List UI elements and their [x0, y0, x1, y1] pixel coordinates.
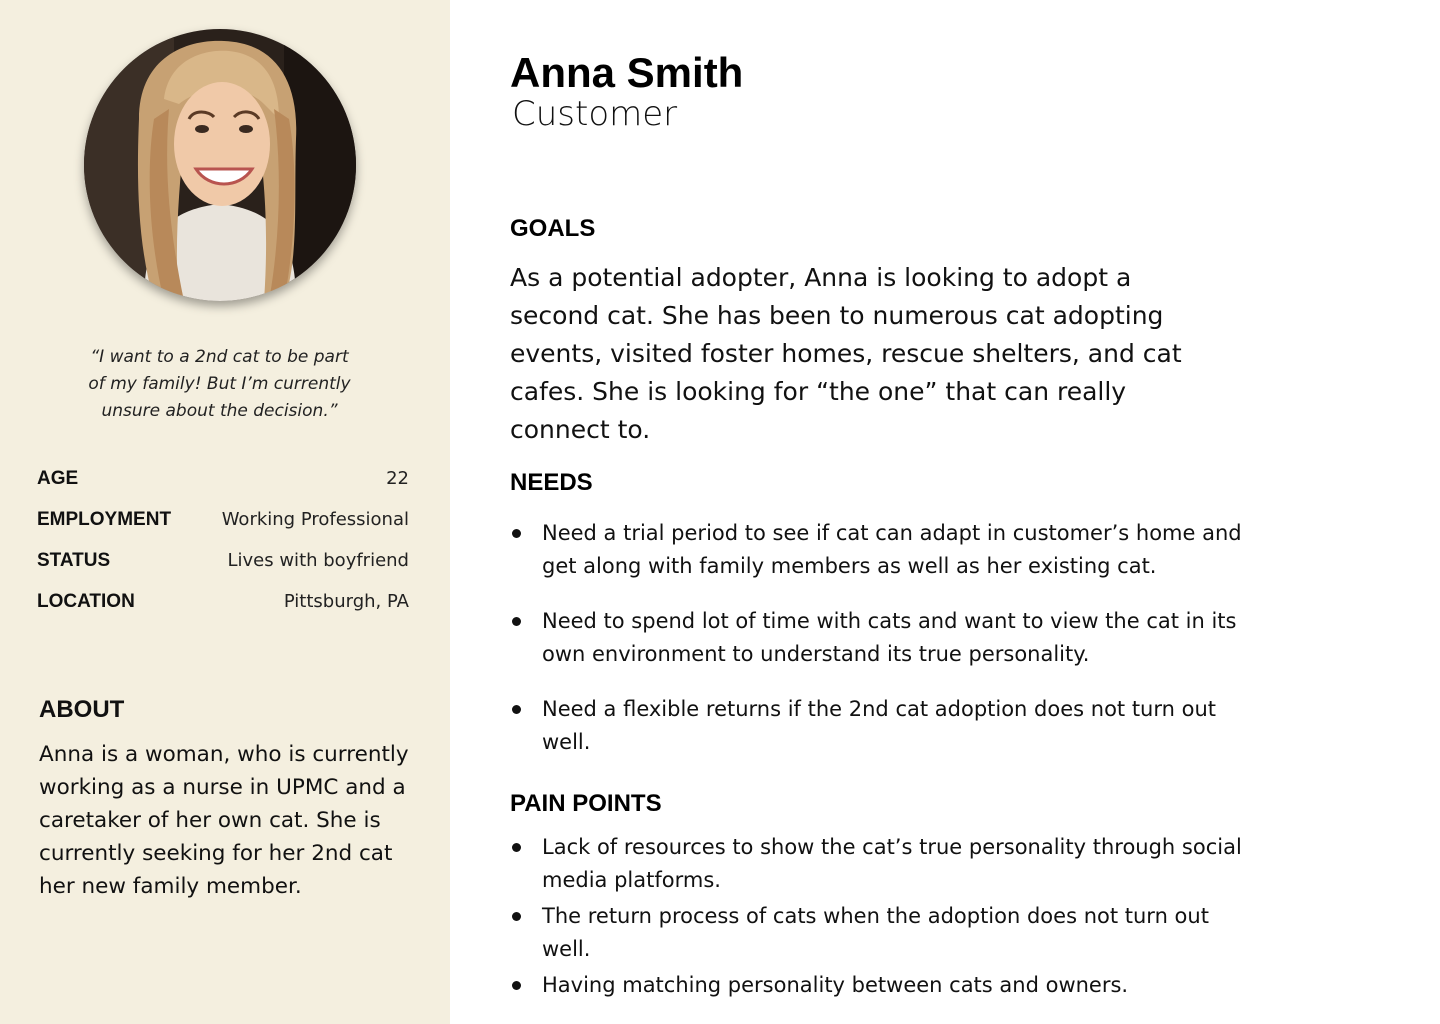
about-heading: ABOUT: [39, 696, 125, 723]
bullet-icon: [512, 617, 521, 626]
list-item: [510, 517, 1245, 583]
pain-points-heading: PAIN POINTS: [510, 790, 662, 817]
avatar-portrait-image: [84, 29, 356, 301]
list-item-text: Need a flexible returns if the 2nd cat adoption does not turn out well.: [542, 697, 1217, 754]
persona-name: Anna Smith: [510, 49, 744, 96]
fact-row-age: [37, 468, 409, 509]
fact-value: Lives with boyfriend: [227, 550, 409, 571]
needs-list: [510, 517, 1245, 781]
about-text: Anna is a woman, who is currently working as a nurse in UPMC and a caretaker of her own cat. She is currently seeking for her 2nd cat her new family member.: [39, 742, 409, 899]
needs-heading: NEEDS: [510, 469, 593, 496]
fact-label: STATUS: [37, 550, 111, 571]
bullet-icon: [512, 981, 521, 990]
persona-facts: [37, 468, 409, 632]
avatar: [84, 29, 356, 301]
bullet-icon: [512, 705, 521, 714]
list-item-text: The return process of cats when the adoption does not turn out well.: [542, 904, 1209, 961]
list-item-text: Lack of resources to show the cat’s true personality through social media platforms.: [542, 835, 1242, 892]
list-item: [510, 693, 1245, 759]
fact-value: 22: [386, 468, 409, 489]
bullet-icon: [512, 912, 521, 921]
fact-row-location: [37, 591, 409, 632]
fact-label: EMPLOYMENT: [37, 509, 172, 530]
goals-heading: GOALS: [510, 215, 596, 242]
list-item-text: Need to spend lot of time with cats and want to view the cat in its own environment to understand its true personality.: [542, 609, 1237, 666]
fact-row-employment: [37, 509, 409, 550]
list-item: [510, 969, 1245, 1002]
list-item: [510, 605, 1245, 671]
list-item: [510, 900, 1245, 966]
bullet-icon: [512, 843, 521, 852]
goals-text: As a potential adopter, Anna is looking to adopt a second cat. She has been to numerous cat adopting events, visited foster homes, rescue shelters, and cat cafes. She is looking for “the one” that can really connect to.: [510, 263, 1182, 444]
persona-quote: “I want to a 2nd cat to be part of my family! But I’m currently unsure about the decision.”: [88, 347, 351, 421]
fact-value: Working Professional: [221, 509, 409, 530]
persona-sidebar: [0, 0, 450, 1024]
fact-value: Pittsburgh, PA: [283, 591, 409, 612]
persona-role: Customer: [512, 94, 678, 134]
list-item-text: Need a trial period to see if cat can adapt in customer’s home and get along with family members as well as her existing cat.: [542, 521, 1242, 578]
fact-label: LOCATION: [37, 591, 135, 612]
pain-points-list: [510, 831, 1245, 1005]
list-item-text: Having matching personality between cats and owners.: [542, 973, 1129, 997]
bullet-icon: [512, 529, 521, 538]
fact-row-status: [37, 550, 409, 591]
list-item: [510, 831, 1245, 897]
fact-label: AGE: [37, 468, 79, 489]
